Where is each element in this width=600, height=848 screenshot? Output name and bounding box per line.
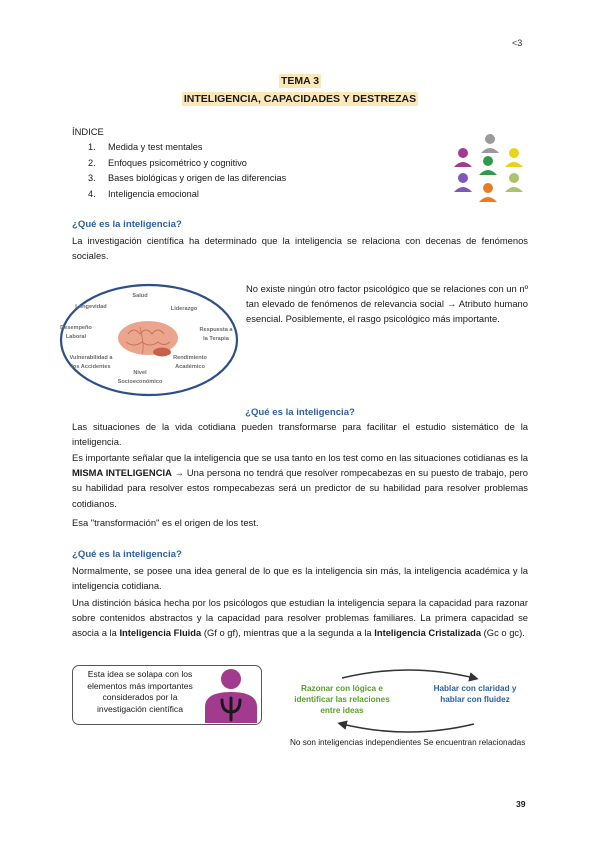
title-line-2: INTELIGENCIA, CAPACIDADES Y DESTREZAS <box>183 93 417 105</box>
section-3-heading: ¿Qué es la inteligencia? <box>72 549 182 560</box>
section-2-heading: ¿Qué es la inteligencia? <box>245 407 355 418</box>
section-3-paragraph-1: Normalmente, se posee una idea general de lo que es la inteligencia sin más, la inteligencia académica y la inteligencia cotidiana. <box>72 565 528 592</box>
relationship-note: No son inteligencias independientes Se encuentran relacionadas <box>290 738 526 747</box>
person-icon <box>481 134 499 153</box>
intelligence-correlates-diagram <box>58 282 240 398</box>
section-1-side-paragraph: No existe ningún otro factor psicológico que se relaciones con un nº tan elevado de fenómenos de relevancia social → Atributo humano esencial. Posiblemente, el rasgo psicológico más importante. <box>246 283 528 325</box>
section-2-paragraph-1: Las situaciones de la vida cotidiana pueden transformarse para facilitar el estudio sistemático de la inteligencia. <box>72 421 528 448</box>
section-1-heading: ¿Qué es la inteligencia? <box>72 219 182 230</box>
section-2-paragraph-3: Esa "transformación" es el origen de los test. <box>72 517 259 528</box>
label-desempeno: Desempeño <box>60 325 92 331</box>
index-item: 4. Inteligencia emocional <box>88 188 199 199</box>
cycle-arrow-top <box>342 670 474 678</box>
page-title <box>0 73 600 90</box>
person-icon <box>479 183 497 202</box>
label-salud: Salud <box>132 293 148 299</box>
overlap-idea-text: Esta idea se solapa con los elementos más importantes considerados por la investigación científica <box>87 669 193 714</box>
label-nivel: Nivel <box>133 370 147 376</box>
section-2-paragraph-2: Es importante señalar que la inteligencia que se usa tanto en los test como en las situaciones cotidianas es la MISMA INTELIGENCIA → Una persona no tendrá que resolver rompecabezas en su puesto de trabajo, pero su habilidad para resolver estos rompecabezas será un predictor de su habilidad para resolver problemas cotidianos. <box>72 452 529 509</box>
index-list <box>88 140 286 202</box>
index-heading: ÍNDICE <box>72 126 104 137</box>
person-icon <box>454 148 472 167</box>
section-1-paragraph: La investigación científica ha determinado que la inteligencia se relaciona con decenas de fenómenos sociales. <box>72 235 528 262</box>
label-academico: Académico <box>175 364 205 370</box>
person-icon <box>479 156 497 175</box>
page-subtitle <box>0 91 600 108</box>
page-number: 39 <box>516 799 526 809</box>
index-item: 3. Bases biológicas y origen de las diferencias <box>88 173 287 183</box>
section-3-paragraph-2: Una distinción básica hecha por los psicólogos que estudian la inteligencia separa la capacidad para razonar sobre contenidos abstractos y la capacidad para resolver problemas familiares. La primera capacidad se asocia a la Inteligencia Fluida (Gf o gf), mientras que a la segunda a la Inteligencia Cristalizada (Gc o gc). <box>72 597 528 639</box>
fluid-reasoning-label: Razonar con lógica e identificar las relaciones entre ideas <box>294 684 390 716</box>
brain-icon <box>118 321 178 357</box>
label-accidentes: los Accidentes <box>71 364 111 370</box>
label-vulnerabilidad: Vulnerabilidad a <box>69 355 113 361</box>
people-group-icon <box>450 132 530 206</box>
label-socioeconomico: Socioeconómico <box>117 379 163 385</box>
label-respuesta: Respuesta a <box>199 327 233 333</box>
psychology-person-icon <box>203 667 259 723</box>
cycle-arrow-bottom <box>342 724 474 732</box>
title-line-1: TEMA 3 <box>280 75 320 87</box>
person-icon <box>505 148 523 167</box>
person-icon <box>454 173 472 192</box>
crystallized-speaking-label: Hablar con claridad y hablar con fluidez <box>433 684 517 705</box>
label-rendimiento: Rendimiento <box>173 355 207 361</box>
label-terapia: la Terapia <box>203 336 229 342</box>
label-laboral: Laboral <box>65 334 87 340</box>
label-liderazgo: Liderazgo <box>170 306 198 312</box>
corner-mark: <3 <box>512 38 523 48</box>
person-icon <box>505 173 523 192</box>
index-item: 1. Medida y test mentales <box>88 142 203 152</box>
label-longevidad: Longevidad <box>75 304 107 310</box>
index-item: 2. Enfoques psicométrico y cognitivo <box>88 157 247 168</box>
